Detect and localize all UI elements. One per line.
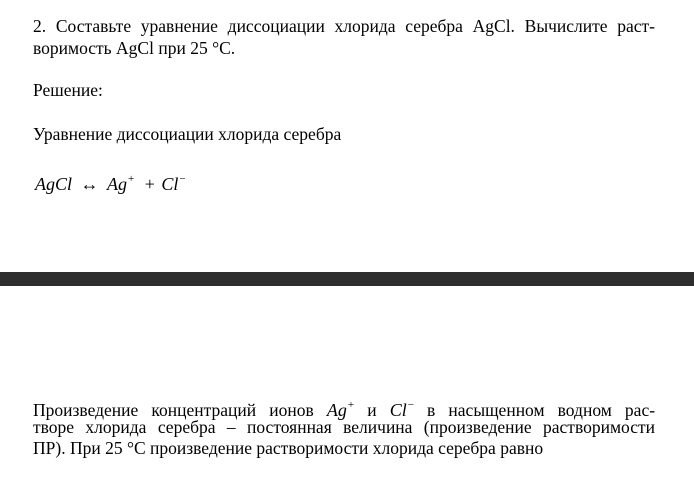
equation-cation: Ag+ — [107, 173, 135, 194]
equation-lhs: AgCl — [35, 174, 73, 194]
paragraph-text-end: в насыщенном водном рас- — [427, 400, 656, 420]
ion-chloride: Cl− — [389, 399, 414, 420]
equation-anion: Cl− — [161, 173, 186, 194]
cation-charge: + — [128, 173, 135, 185]
problem-statement-line-1: 2. Составьте уравнение диссоциации хлорида серебра AgCl. Вычислите раст- — [33, 16, 655, 36]
paragraph-text-start: Произведение концентраций ионов — [33, 400, 314, 420]
solution-heading: Решение: — [33, 80, 103, 100]
dissociation-equation — [35, 168, 186, 195]
ion-silver: Ag+ — [326, 399, 355, 420]
anion-charge: − — [179, 173, 186, 185]
equation-plus: + — [144, 174, 155, 194]
paragraph-line-2: творе хлорида серебра – постоянная величина (произведение растворимости — [33, 417, 655, 437]
equilibrium-arrow: ↔ — [80, 174, 99, 194]
page-divider-band — [0, 272, 694, 286]
paragraph-line-3: ПР). При 25 °С произведение растворимости хлорида серебра равно — [33, 438, 544, 458]
equation-caption: Уравнение диссоциации хлорида серебра — [33, 124, 342, 144]
paragraph-conjunction: и — [367, 400, 377, 420]
problem-statement-line-2: воримость AgCl при 25 °С. — [33, 38, 236, 58]
